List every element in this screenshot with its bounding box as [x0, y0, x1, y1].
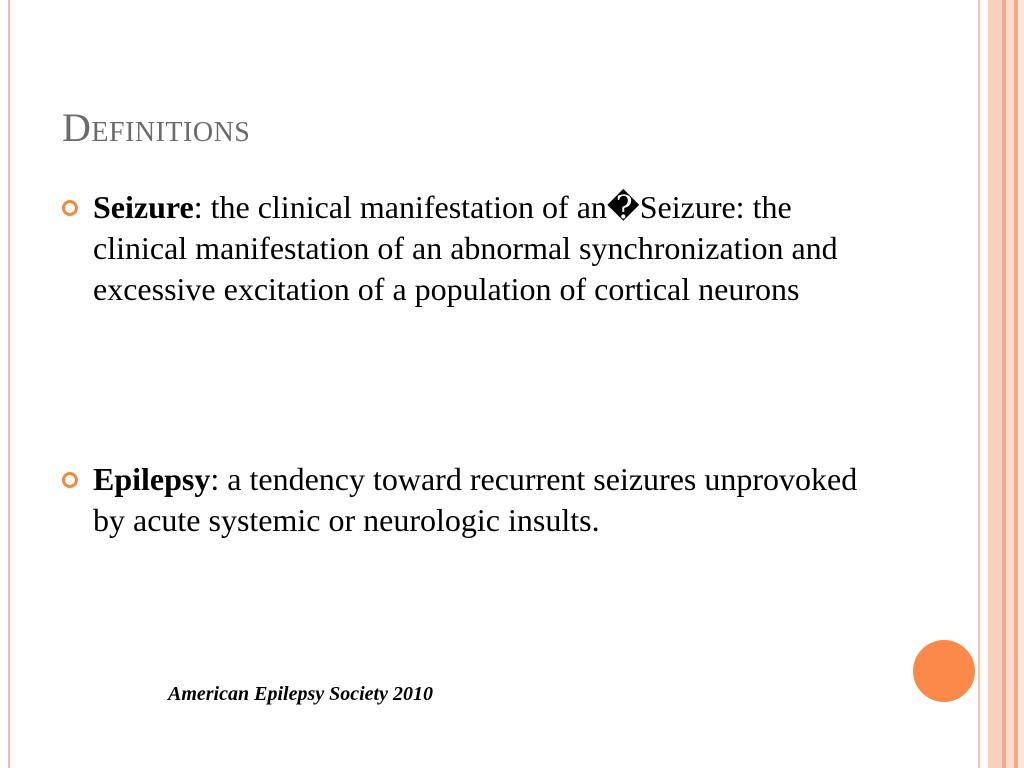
bullet-definition: : a tendency toward recurrent seizures unprovoked by acute systemic or neurologic insults. [93, 461, 858, 538]
citation: American Epilepsy Society 2010 [168, 683, 433, 705]
bullet-item-seizure [62, 187, 882, 310]
ring-bullet-icon [62, 472, 78, 488]
ring-bullet-icon [62, 200, 78, 216]
left-border-line [8, 0, 10, 768]
right-stripe [988, 0, 1002, 768]
bullet-text [93, 459, 882, 541]
bullet-item-epilepsy [62, 459, 882, 541]
slide-title: Definitions [62, 105, 251, 150]
right-stripe [1018, 0, 1024, 768]
bullet-text [93, 187, 882, 310]
decor-orange-circle [913, 640, 975, 702]
right-stripe [1006, 0, 1014, 768]
bullet-term: Epilepsy [93, 461, 211, 497]
right-stripe [978, 0, 980, 768]
bullet-term: Seizure [93, 189, 194, 225]
bullet-definition: : the clinical manifestation of an�Seizure: the clinical manifestation of an abnormal synchronization and excessive excitation of a population of cortical neurons [93, 189, 838, 307]
